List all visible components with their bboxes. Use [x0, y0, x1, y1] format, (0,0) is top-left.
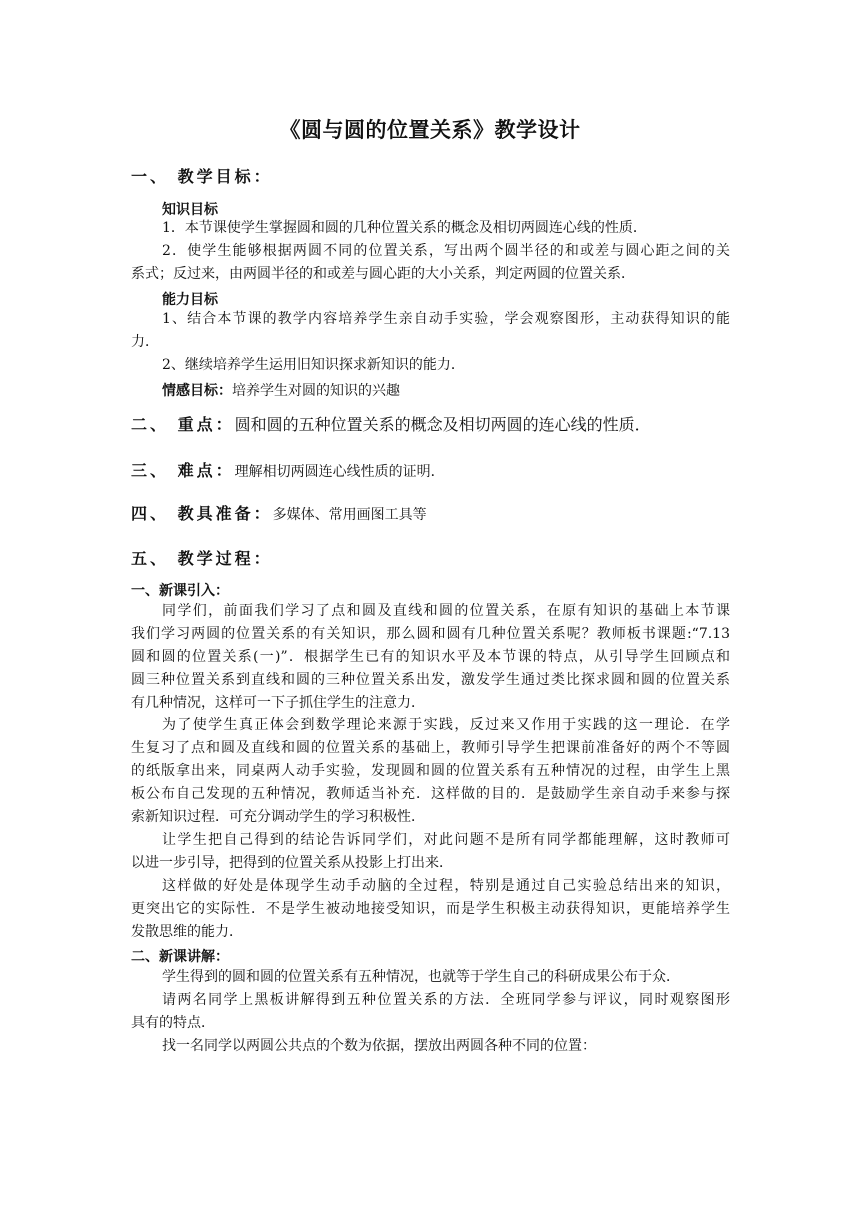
- process-part2-heading: 二、新课讲解：: [131, 949, 229, 965]
- paragraph-line: 发散思维的能力．: [131, 924, 243, 940]
- paragraph-line: 板公布自己发现的五种情况，教师适当补充．这样做的目的．是鼓励学生亲自动手来参与探: [131, 786, 730, 802]
- ability-objective-2: 2、继续培养学生运用旧知识探求新知识的能力．: [162, 357, 465, 373]
- knowledge-objective-2b: 系式；反过来，由两圆半径的和或差与圆心距的大小关系，判定两圆的位置关系．: [131, 266, 635, 282]
- paragraph-line: 找一名同学以两圆公共点的个数为依据，摆放出两圆各种不同的位置：: [162, 1038, 596, 1054]
- paragraph-line: 圆三种位置关系到直线和圆的三种位置关系出发，激发学生通过类比探求圆和圆的位置关系: [131, 672, 730, 688]
- paragraph-line: 请两名同学上黑板讲解得到五种位置关系的方法．全班同学参与评议，同时观察图形: [162, 992, 730, 1008]
- difficulty-text: 理解相切两圆连心线性质的证明．: [234, 464, 445, 480]
- paragraph-line: 更突出它的实际性．不是学生被动地接受知识，而是学生积极主动获得知识，更能培养学生: [131, 901, 730, 917]
- emotion-objective-label: 情感目标：: [162, 383, 232, 399]
- section-heading-process: 五、 教学过程：: [131, 549, 273, 568]
- paragraph-line: 让学生把自己得到的结论告诉同学们，对此问题不是所有同学都能理解，这时教师可: [162, 832, 730, 848]
- process-part1-heading: 一、新课引入：: [131, 583, 229, 599]
- document-title: 《圆与圆的位置关系》教学设计: [279, 118, 581, 142]
- paragraph-line: 学生得到的圆和圆的位置关系有五种情况，也就等于学生自己的科研成果公布于众．: [162, 969, 680, 985]
- knowledge-objective-2a: 2．使学生能够根据两圆不同的位置关系，写出两个圆半径的和或差与圆心距之间的关: [162, 243, 730, 259]
- knowledge-objective-label: 知识目标: [162, 202, 218, 218]
- section-difficulty: [131, 458, 445, 481]
- paragraph-line: 以进一步引导，把得到的位置关系从投影上打出来．: [131, 855, 453, 871]
- paragraph-line: 同学们，前面我们学习了点和圆及直线和圆的位置关系，在原有知识的基础上本节课: [162, 603, 730, 619]
- paragraph-line: 的纸版拿出来，同桌两人动手实验，发现圆和圆的位置关系有五种情况的过程，由学生上黑: [131, 763, 730, 779]
- knowledge-objective-1: 1．本节课使学生掌握圆和圆的几种位置关系的概念及相切两圆连心线的性质．: [162, 220, 647, 236]
- paragraph-line: 为了使学生真正体会到数学理论来源于实践，反过来又作用于实践的这一理论．在学: [162, 717, 730, 733]
- section-materials: [131, 501, 427, 524]
- section-heading-materials: 四、 教具准备：: [131, 504, 273, 523]
- emotion-objective-text: 培养学生对圆的知识的兴趣: [232, 383, 400, 399]
- emotion-objective: [162, 380, 400, 400]
- section-key-points: [131, 412, 651, 435]
- ability-objective-1b: 力．: [131, 334, 159, 350]
- section-heading-objectives: 一、 教学目标：: [131, 167, 273, 186]
- paragraph-line: 我们学习两圆的位置关系的有关知识，那么圆和圆有几种位置关系呢？教师板书课题:“7.13: [131, 626, 730, 642]
- paragraph-line: 具有的特点．: [131, 1015, 215, 1031]
- ability-objective-label: 能力目标: [162, 292, 218, 308]
- materials-text: 多媒体、常用画图工具等: [272, 507, 427, 523]
- paragraph-line: 圆和圆的位置关系(一)”．根据学生已有的知识水平及本节课的特点，从引导学生回顾点和: [131, 649, 730, 665]
- section-heading-key-points: 二、 重点：: [131, 415, 235, 434]
- paragraph-line: 有几种情况，这样可一下子抓住学生的注意力．: [131, 695, 425, 711]
- paragraph-line: 这样做的好处是体现学生动手动脑的全过程，特别是通过自己实验总结出来的知识，: [162, 878, 730, 894]
- paragraph-line: 生复习了点和圆及直线和圆的位置关系的基础上，教师引导学生把课前准备好的两个不等圆: [131, 740, 730, 756]
- key-points-text: 圆和圆的五种位置关系的概念及相切两圆的连心线的性质．: [234, 415, 651, 434]
- paragraph-line: 索新知识过程．可充分调动学生的学习积极性．: [131, 809, 425, 825]
- section-heading-difficulty: 三、 难点：: [131, 461, 235, 480]
- ability-objective-1a: 1、结合本节课的教学内容培养学生亲自动手实验，学会观察图形，主动获得知识的能: [162, 311, 730, 327]
